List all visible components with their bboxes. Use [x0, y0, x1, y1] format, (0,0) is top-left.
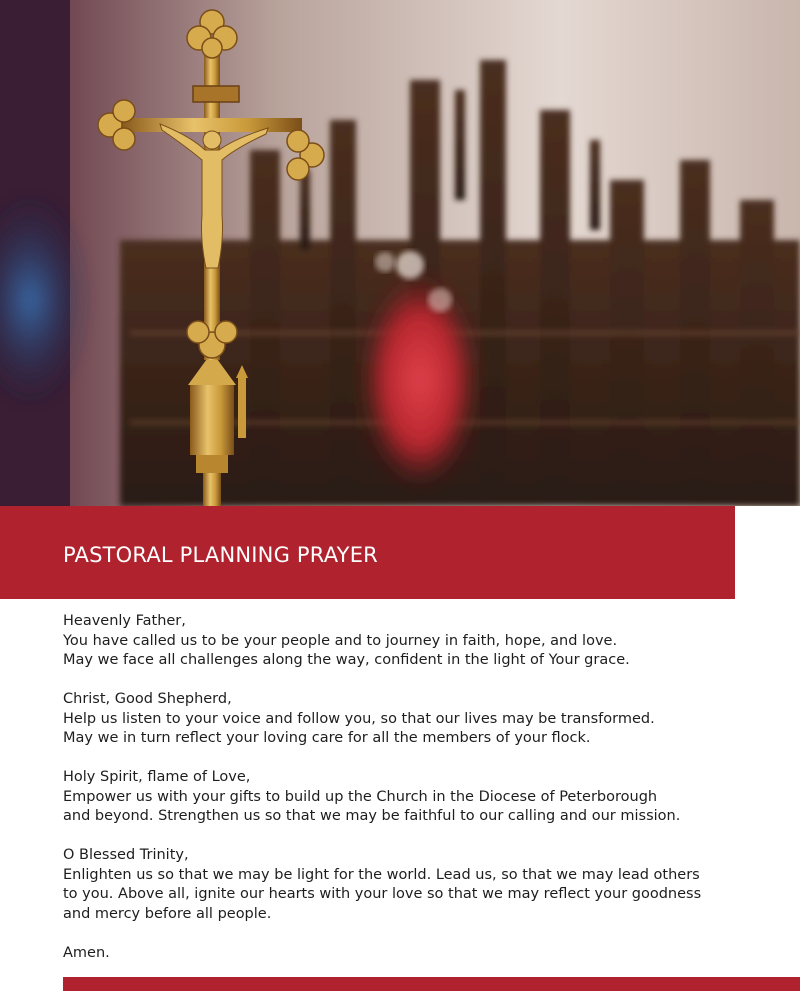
footer-bar: [63, 977, 800, 991]
prayer-line: Enlighten us so that we may be light for the world. Lead us, so that we may lead others: [63, 866, 700, 883]
prayer-line: Empower us with your gifts to build up the Church in the Diocese of Peterborough: [63, 788, 658, 805]
prayer-line: You have called us to be your people and to journey in faith, hope, and love.: [63, 632, 618, 649]
prayer-line: Holy Spirit, flame of Love,: [63, 769, 251, 785]
prayer-line: May we face all challenges along the way, confident in the light of Your grace.: [63, 652, 630, 668]
prayer-text: [63, 612, 763, 983]
page-title: PASTORAL PLANNING PRAYER: [63, 543, 378, 567]
prayer-line: and beyond. Strengthen us so that we may be faithful to our calling and our mission.: [63, 808, 681, 824]
stanza: [63, 944, 763, 964]
prayer-line: and mercy before all people.: [63, 905, 272, 922]
prayer-line: Help us listen to your voice and follow you, so that our lives may be transformed.: [63, 710, 655, 727]
prayer-line: May we in turn reflect your loving care for all the members of your flock.: [63, 730, 591, 746]
stanza: [63, 768, 763, 827]
prayer-line: Heavenly Father,: [63, 613, 186, 629]
title-banner: [0, 506, 735, 599]
prayer-line: Amen.: [63, 944, 110, 961]
stanza: [63, 690, 763, 749]
prayer-line: to you. Above all, ignite our hearts with your love so that we may reflect your goodness: [63, 886, 702, 902]
prayer-line: Christ, Good Shepherd,: [63, 691, 232, 707]
stanza: [63, 846, 763, 924]
prayer-line: O Blessed Trinity,: [63, 847, 189, 863]
stanza: [63, 612, 763, 671]
